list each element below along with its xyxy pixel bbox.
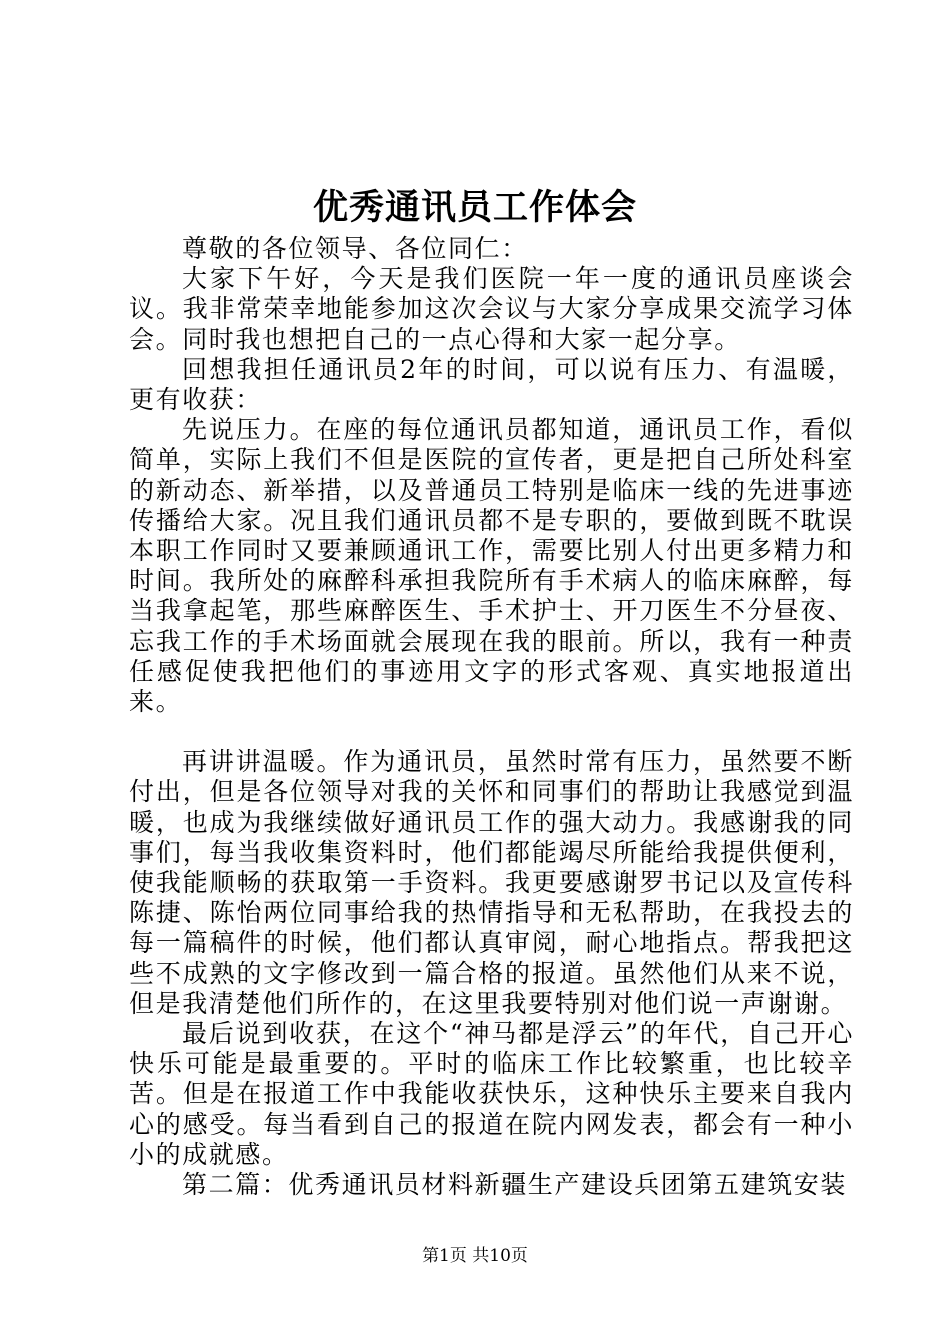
pressure-paragraph: 先说压力。在座的每位通讯员都知道，通讯员工作，看似简单，实际上我们不但是医院的宣传者，更是把自己所处科室的新动态、新举措，以及普通员工特别是临床一线的先进事迹传播给大家。况且我们通讯员都不是专职的，要做到既不耽误本职工作同时又要兼顾通讯工作，需要比别人付出更多精力和时间。我所处的麻醉科承担我院所有手术病人的临床麻醉，每当我拿起笔，那些麻醉医生、手术护士、开刀医生不分昼夜、忘我工作的手术场面就会展现在我的眼前。所以，我有一种责任感促使我把他们的事迹用文字的形式客观、真实地报道出来。 <box>129 415 854 717</box>
document-body <box>129 234 854 1200</box>
greeting-paragraph: 大家下午好，今天是我们医院一年一度的通讯员座谈会议。我非常荣幸地能参加这次会议与大家分享成果交流学习体会。同时我也想把自己的一点心得和大家一起分享。 <box>129 264 854 354</box>
document-title: 优秀通讯员工作体会 <box>312 187 637 228</box>
second-article-paragraph: 第二篇：优秀通讯员材料新疆生产建设兵团第五建筑安装 <box>182 1170 848 1200</box>
harvest-paragraph: 最后说到收获，在这个“神马都是浮云”的年代，自己开心快乐可能是最重要的。平时的临床工作比较繁重，也比较辛苦。但是在报道工作中我能收获快乐，这种快乐主要来自我内心的感受。每当看到自己的报道在院内网发表，都会有一种小小的成就感。 <box>129 1019 854 1169</box>
intro-paragraph: 回想我担任通讯员2年的时间，可以说有压力、有温暖，更有收获： <box>129 354 854 415</box>
warmth-paragraph: 再讲讲温暖。作为通讯员，虽然时常有压力，虽然要不断付出，但是各位领导对我的关怀和同事们的帮助让我感觉到温暖，也成为我继续做好通讯员工作的强大动力。我感谢我的同事们，每当我收集资料时，他们都能竭尽所能给我提供便利，使我能顺畅的获取第一手资料。我更要感谢罗书记以及宣传科陈捷、陈怡两位同事给我的热情指导和无私帮助，在我投去的每一篇稿件的时候，他们都认真审阅，耐心地指点。帮我把这些不成熟的文字修改到一篇合格的报道。虽然他们从来不说，但是我清楚他们所作的，在这里我要特别对他们说一声谢谢。 <box>129 747 854 1018</box>
page-number-footer: 第1页 共10页 <box>422 1246 528 1266</box>
salutation-paragraph: 尊敬的各位领导、各位同仁： <box>182 234 528 263</box>
